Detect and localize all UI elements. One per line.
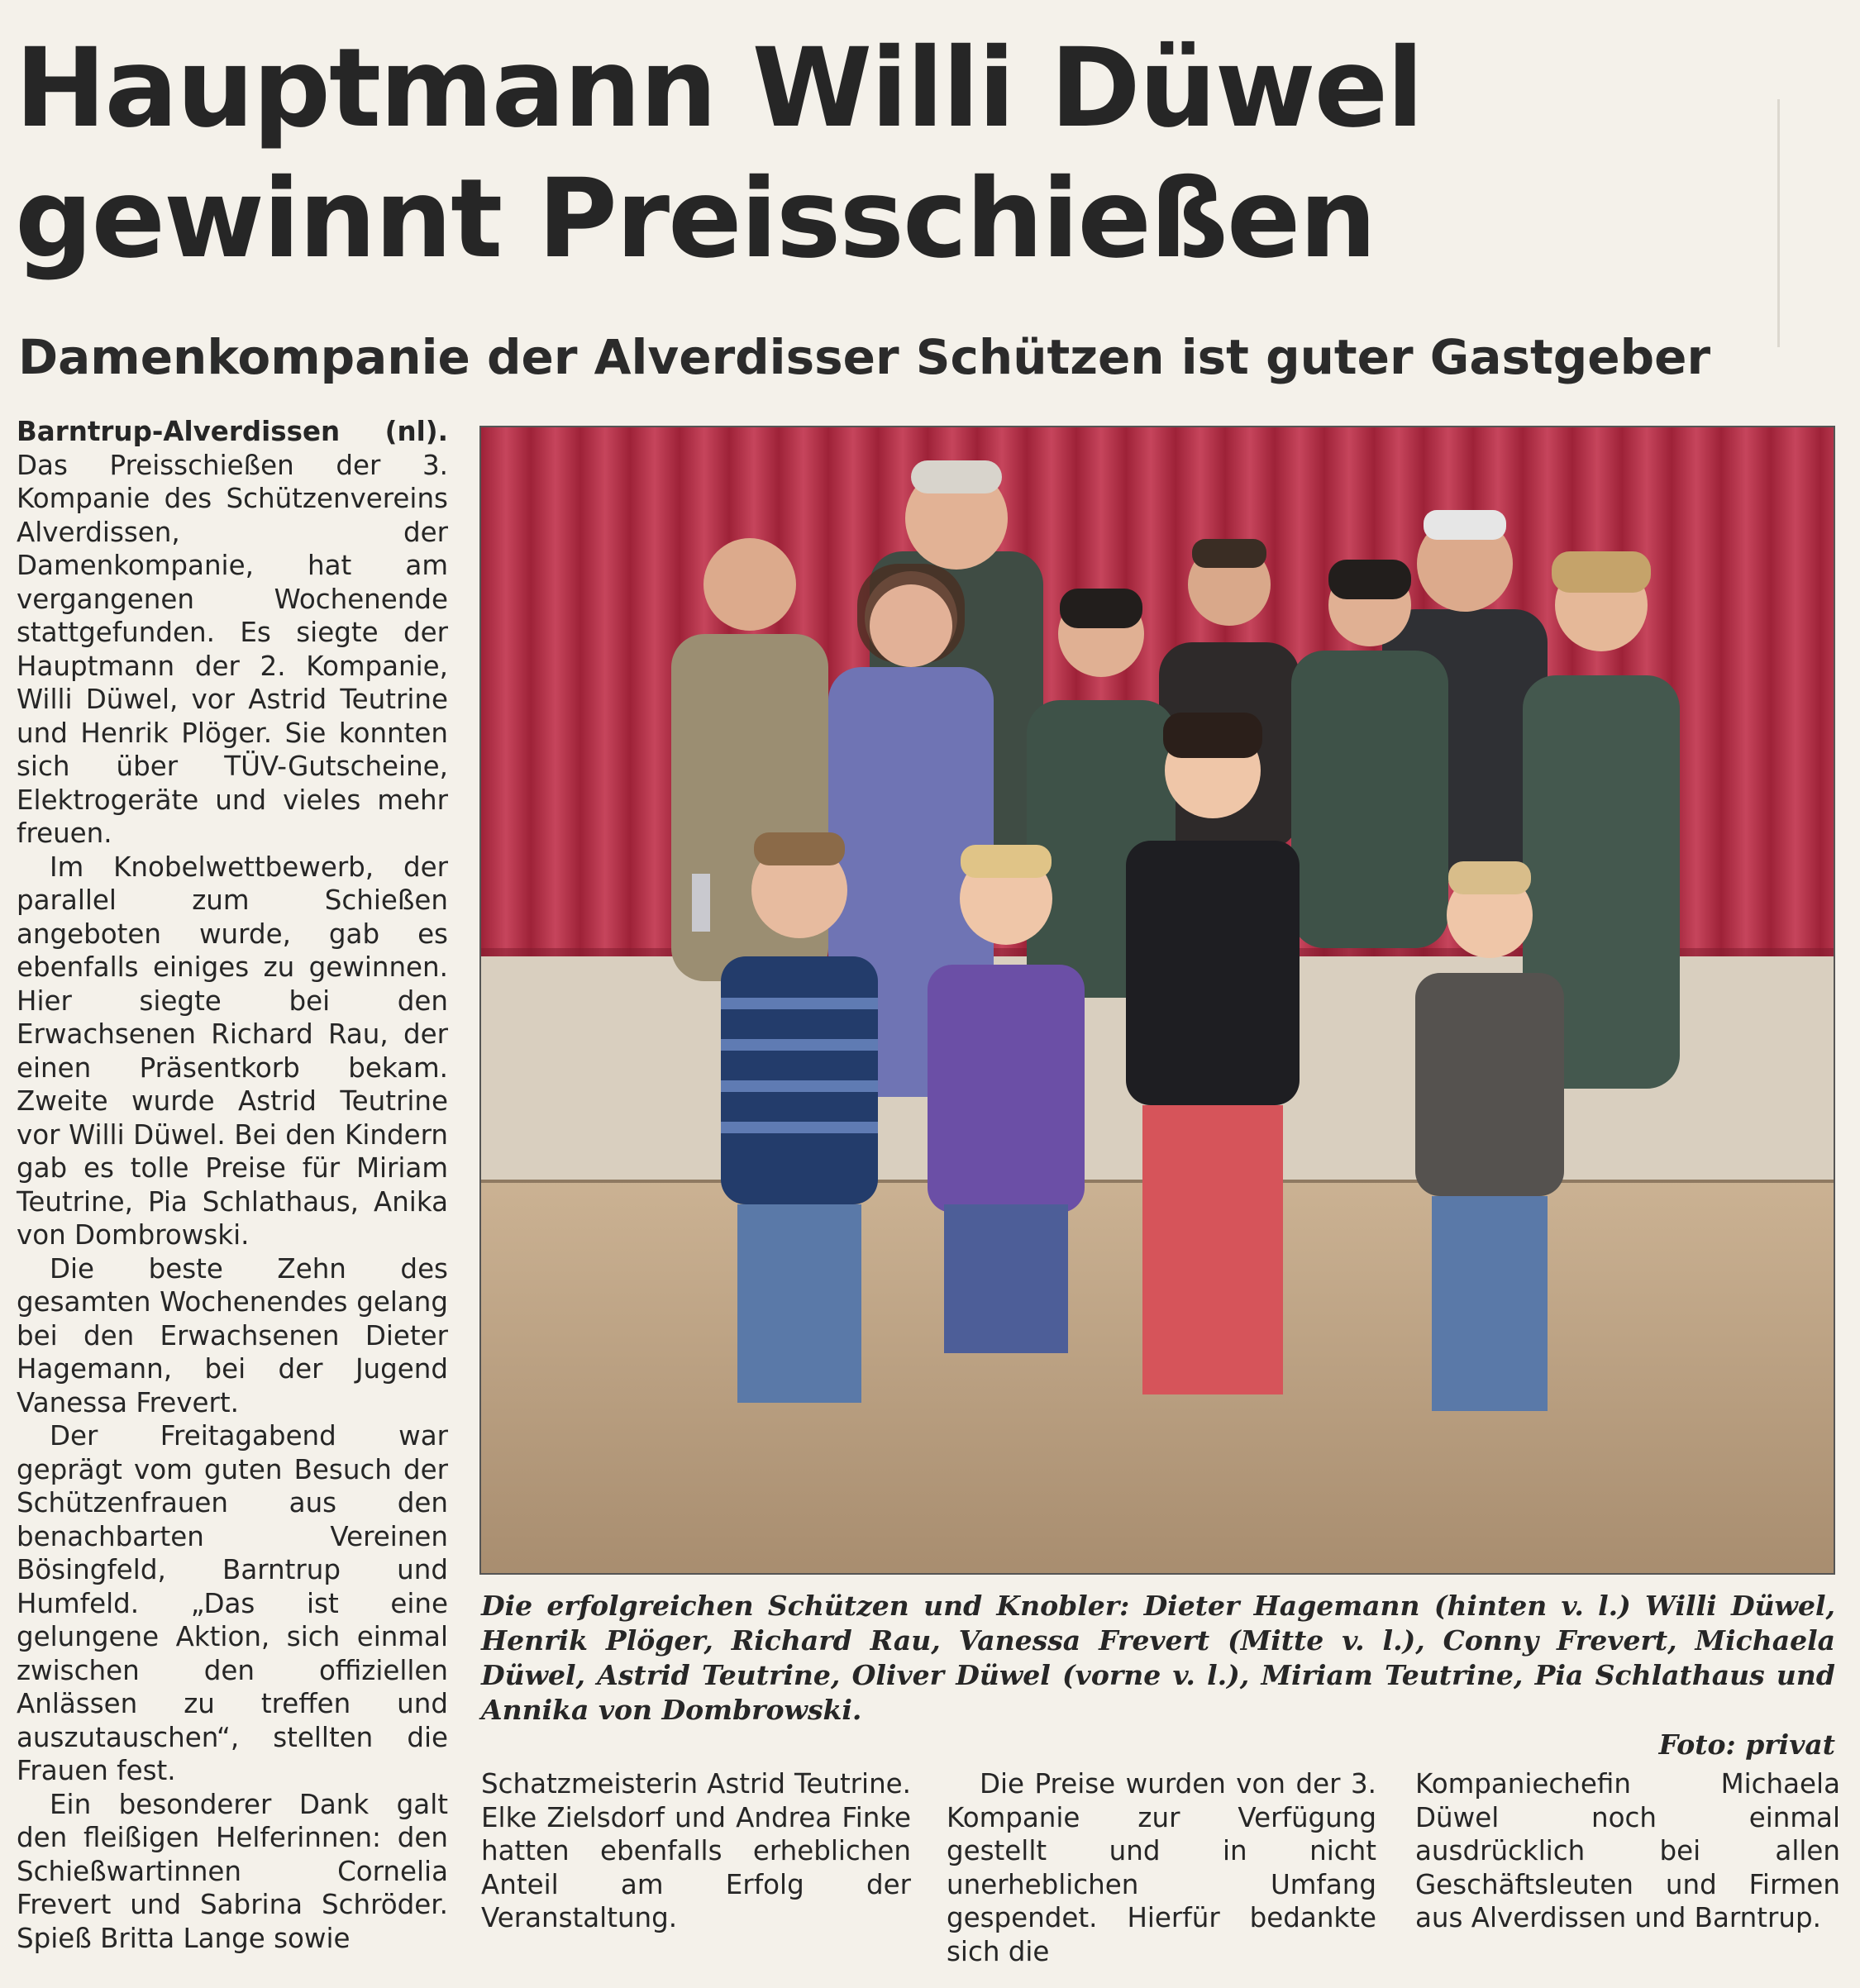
bleed-through-decoration	[1777, 99, 1854, 347]
subheadline: Damenkompanie der Alverdisser Schützen ist guter Gastgeber	[18, 329, 1711, 385]
headline-line-2: gewinnt Preisschießen	[15, 155, 1376, 283]
paragraph-4: Der Freitagabend war geprägt vom guten Besuch der Schützenfrauen aus den benachbarten Vereinen Bösingfeld, Barntrup und Humfeld. „Das ist eine gelungene Aktion, sich einmal zwischen den offiziellen Anlässen zu treffen und auszutauschen“, stellten die Frauen fest.	[17, 1420, 448, 1786]
article-column-d	[1415, 1767, 1840, 1935]
paragraph-1	[17, 415, 448, 851]
photo-caption	[481, 1589, 1835, 1762]
paragraph-c: Die Preise wurden von der 3. Kompanie zur Verfügung gestellt und in nicht unerheblichen Umfang gespendet. Hierfür bedankte sich die	[947, 1768, 1376, 1967]
paragraph-d: Kompaniechefin Michaela Düwel noch einmal ausdrücklich bei allen Geschäftsleuten und Firmen aus Alverdissen und Barntrup.	[1415, 1768, 1840, 1933]
paragraph-1-text: Das Preisschießen der 3. Kompanie des Schützenvereins Alverdissen, der Damenkompanie, hat am vergangenen Wochenende stattgefunden. Es siegte der Hauptmann der 2. Kompanie, Willi Düwel, vor Astrid Teutrine und Henrik Plöger. Sie konnten sich über TÜV-Gutscheine, Elektrogeräte und vieles mehr freuen.	[17, 449, 448, 849]
paragraph-2: Im Knobelwettbewerb, der parallel zum Schießen angeboten wurde, gab es ebenfalls einiges zu gewinnen. Hier siegte bei den Erwachsenen Richard Rau, der einen Präsentkorb bekam. Zweite wurde Astrid Teutrine vor Willi Düwel. Bei den Kindern gab es tolle Preise für Miriam Teutrine, Pia Schlathaus, Anika von Dombrowski.	[17, 851, 448, 1251]
paragraph-b: Schatzmeisterin Astrid Teutrine. Elke Zielsdorf und Andrea Finke hatten ebenfalls erheblichen Anteil am Erfolg der Veranstaltung.	[481, 1768, 911, 1933]
group-photo-illustration	[481, 427, 1835, 1575]
caption-text: Die erfolgreichen Schützen und Knobler: Dieter Hagemann (hinten v. l.) Willi Düwel, Henrik Plöger, Richard Rau, Vanessa Frevert (Mitte v. l.), Conny Frevert, Michaela Düwel, Astrid Teutrine, Oliver Düwel (vorne v. l.), Miriam Teutrine, Pia Schlathaus und Annika von Dombrowski.	[481, 1590, 1835, 1726]
paragraph-5: Ein besonderer Dank galt den fleißigen Helferinnen: den Schießwartinnen Cornelia Frevert und Sabrina Schröder. Spieß Britta Lange sowie	[17, 1788, 448, 1954]
dateline: Barntrup-Alverdissen (nl).	[17, 416, 448, 447]
article-column-b	[481, 1767, 911, 1935]
paragraph-3: Die beste Zehn des gesamten Wochenendes gelang bei den Erwachsenen Dieter Hagemann, bei der Jugend Vanessa Frevert.	[17, 1252, 448, 1418]
headline	[15, 23, 1668, 284]
photo-credit: Foto: privat	[1658, 1728, 1835, 1761]
headline-line-1: Hauptmann Willi Düwel	[15, 25, 1423, 152]
group-photo	[479, 426, 1835, 1575]
article-column-left	[17, 415, 448, 1955]
article-column-c	[947, 1767, 1376, 1968]
trophy-shape	[692, 874, 710, 932]
